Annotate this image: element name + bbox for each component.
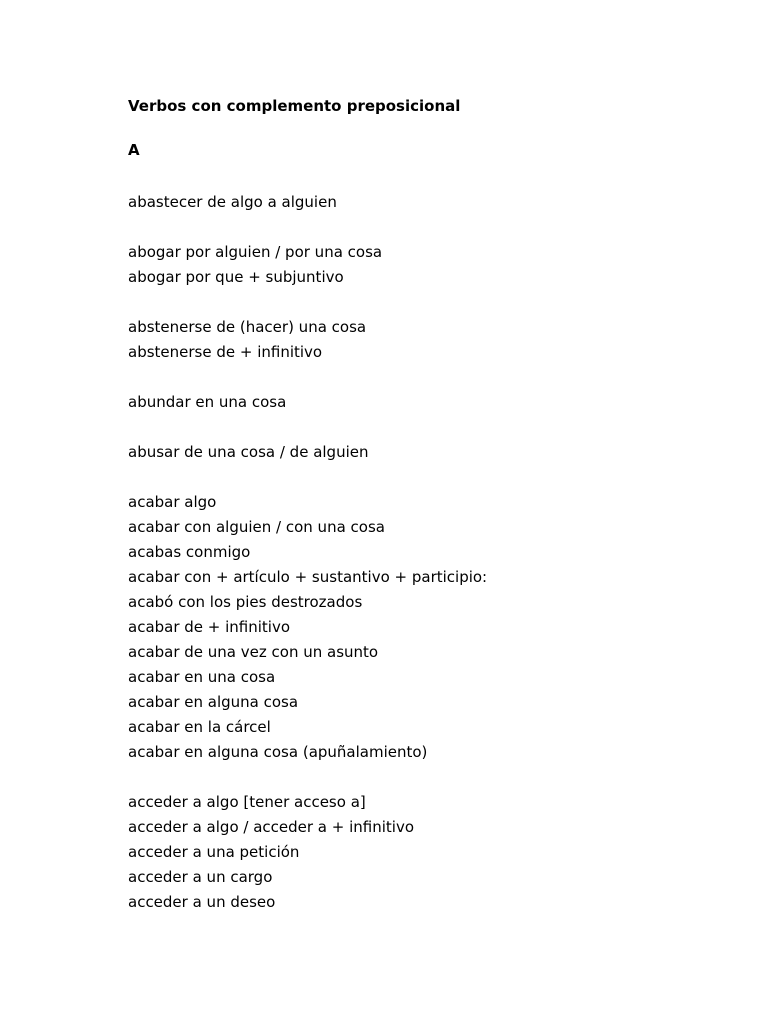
entry-line: acabar en alguna cosa (apuñalamiento)	[128, 743, 428, 761]
entry-line: abogar por que + subjuntivo	[128, 268, 344, 286]
entry-line: acceder a algo [tener acceso a]	[128, 793, 366, 811]
entry-line: acabar en la cárcel	[128, 718, 271, 736]
entry-group-acabar	[128, 490, 728, 765]
entry-line: abstenerse de (hacer) una cosa	[128, 318, 367, 336]
entry-line: abusar de una cosa / de alguien	[128, 443, 369, 461]
entry-line: acabas conmigo	[128, 543, 251, 561]
entry-line: acabar de + infinitivo	[128, 618, 291, 636]
entry-line: acabar de una vez con un asunto	[128, 643, 379, 661]
entry-groups	[128, 190, 728, 940]
entry-line: abastecer de algo a alguien	[128, 193, 337, 211]
entry-line: acabar algo	[128, 493, 217, 511]
entry-group-abastecer	[128, 190, 728, 215]
entry-line: acceder a una petición	[128, 843, 300, 861]
entry-group-abogar	[128, 240, 728, 290]
entry-line: acceder a algo / acceder a + infinitivo	[128, 818, 415, 836]
entry-group-abundar	[128, 390, 728, 415]
entry-line: acabar en alguna cosa	[128, 693, 299, 711]
entry-line: abundar en una cosa	[128, 393, 287, 411]
entry-line: acceder a un cargo	[128, 868, 273, 886]
section-letter-heading: A	[128, 141, 140, 159]
entry-group-abstenerse	[128, 315, 728, 365]
entry-line: acabar con + artículo + sustantivo + participio:	[128, 568, 488, 586]
entry-group-acceder	[128, 790, 728, 915]
entry-group-abusar	[128, 440, 728, 465]
entry-line: abogar por alguien / por una cosa	[128, 243, 383, 261]
entry-line: acabar con alguien / con una cosa	[128, 518, 385, 536]
entry-line: acceder a un deseo	[128, 893, 276, 911]
entry-line: acabar en una cosa	[128, 668, 276, 686]
entry-line: abstenerse de + infinitivo	[128, 343, 323, 361]
entry-line: acabó con los pies destrozados	[128, 593, 363, 611]
page-title: Verbos con complemento preposicional	[128, 97, 461, 115]
